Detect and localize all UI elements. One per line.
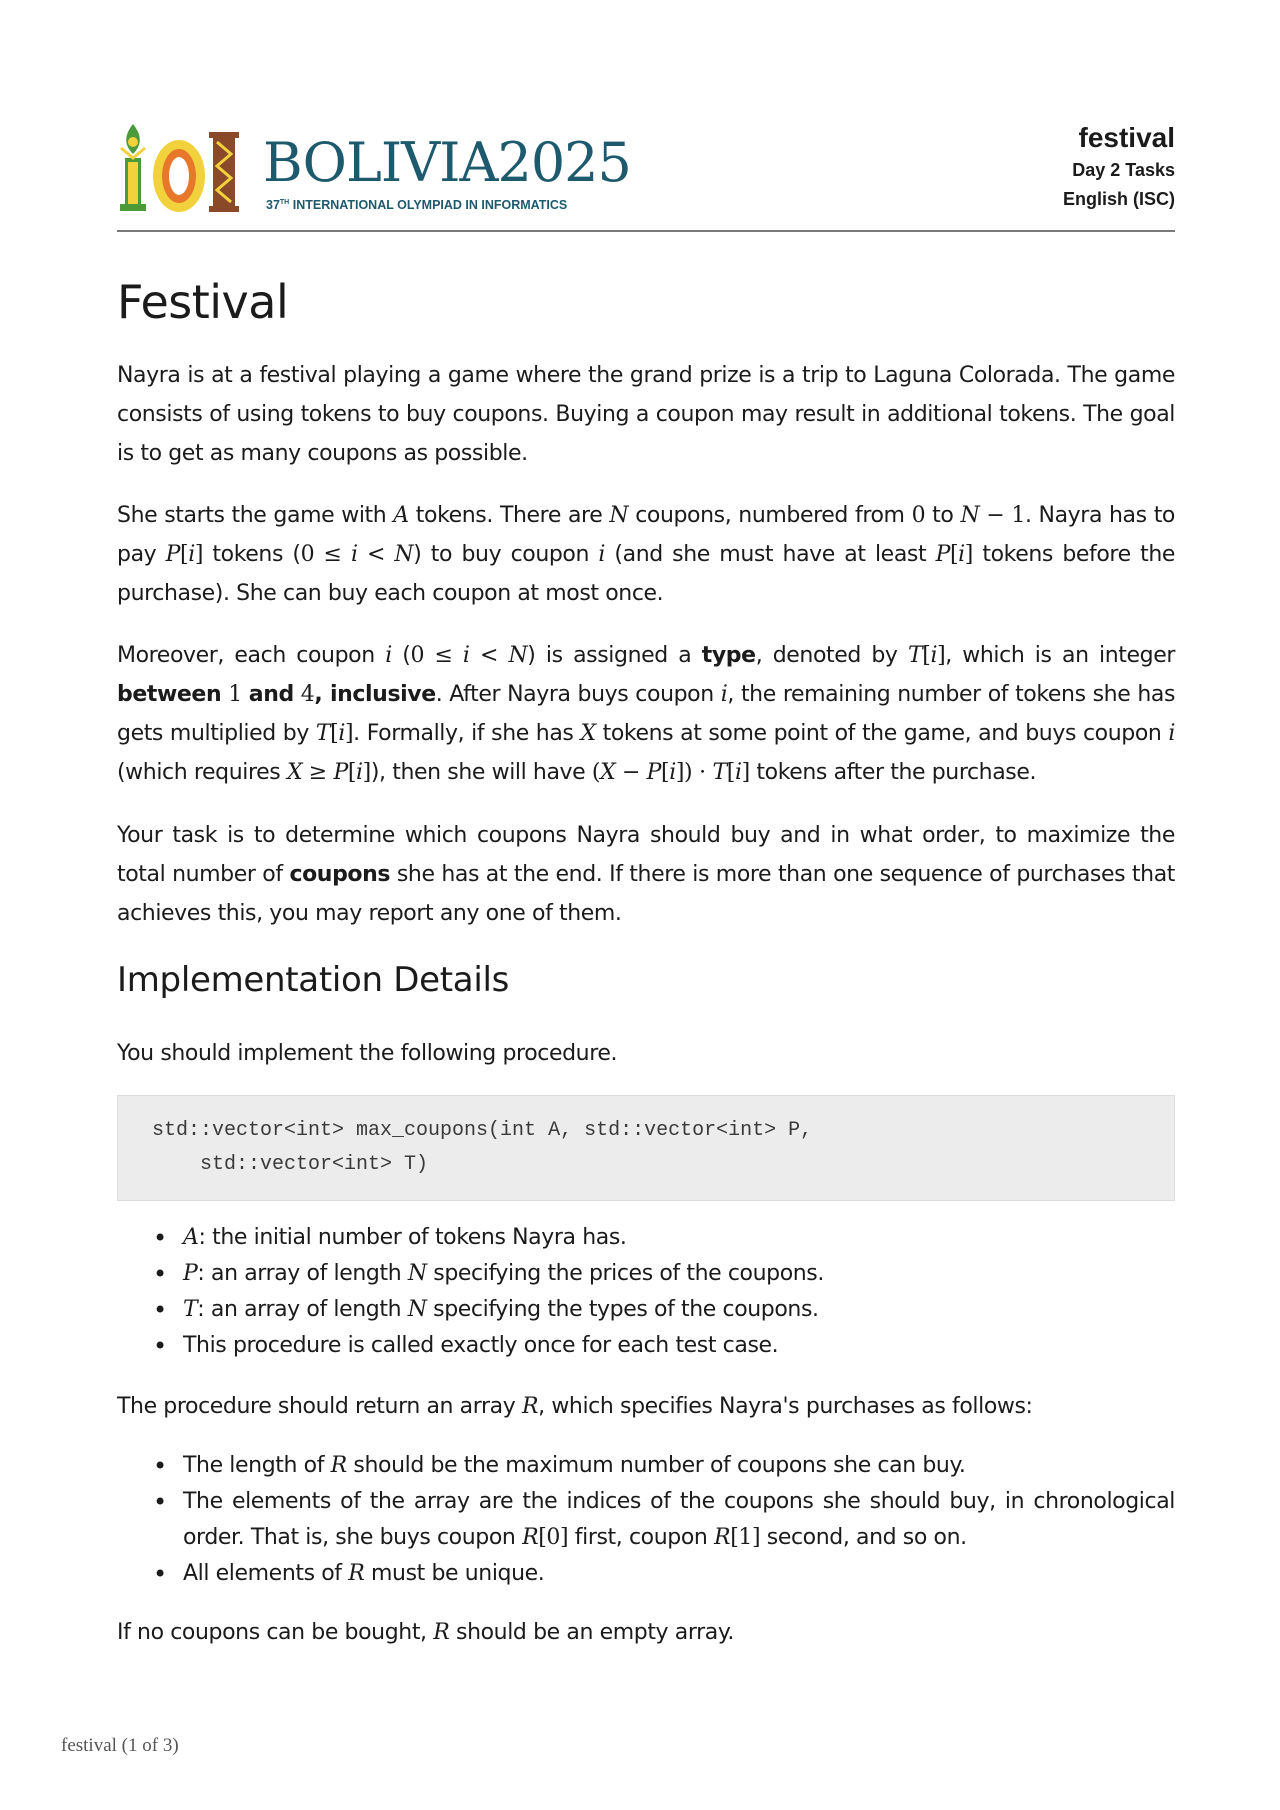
language-label: English (ISC) [1063, 189, 1175, 209]
parameter-list [117, 1220, 1175, 1364]
ioi-bolivia-logo [117, 118, 637, 218]
rules-paragraph-2: Moreover, each coupon i (0 ≤ i < N) is assigned a type, denoted by T[i], which is an integer between 1 and 4, inclusive. After Nayra buys coupon i, the remaining number of tokens she has gets multiplied by T[i]. Formally, if she has X tokens at some point of the game, and buys coupon i (which requires X ≥ P[i]), then she will have (X − P[i]) ⋅ T[i] tokens after the purchase. [117, 643, 1176, 785]
empty-result-note: If no coupons can be bought, R should be an empty array. [117, 1620, 734, 1645]
param-a-text: : the initial number of tokens Nayra has. [198, 1225, 627, 1250]
day-label: Day 2 Tasks [1072, 160, 1175, 180]
list-item: • P: an array of length N specifying the prices of the coupons. [117, 1256, 1175, 1292]
list-item [117, 1328, 1175, 1364]
logo-subtitle-number: 37 [266, 198, 280, 212]
ioi-emblem-icon [117, 118, 257, 218]
implementation-intro: You should implement the following procedure. [117, 1041, 618, 1066]
return-list [117, 1448, 1175, 1592]
task-name: festival [1078, 122, 1175, 153]
list-item: • The elements of the array are the indices of the coupons she should buy, in chronological order. That is, she buys coupon R[0] first, coupon R[1] second, and so on. [117, 1484, 1175, 1556]
task-paragraph: Your task is to determine which coupons Nayra should buy and in what order, to maximize the total number of coupons she has at the end. If there is more than one sequence of purchases that achieves this, you may report any one of them. [117, 823, 1176, 926]
logo-wordmark: BOLIVIA2025 [263, 131, 631, 194]
page-footer: festival (1 of 3) [61, 1735, 179, 1756]
task-info [1063, 120, 1175, 214]
code-line: std::vector<int> max_coupons(int A, std::vector<int> P, [152, 1119, 813, 1142]
section-heading-implementation: Implementation Details [117, 960, 510, 1000]
page-title: Festival [117, 275, 289, 329]
list-item: • The length of R should be the maximum number of coupons she can buy. [117, 1448, 1175, 1484]
list-item: • All elements of R must be unique. [117, 1556, 1175, 1592]
list-item: • T: an array of length N specifying the types of the coupons. [117, 1292, 1175, 1328]
param-call-note: This procedure is called exactly once for each test case. [183, 1333, 779, 1358]
logo-subtitle [266, 198, 567, 212]
code-line: std::vector<int> T) [152, 1153, 429, 1176]
logo-subtitle-text: INTERNATIONAL OLYMPIAD IN INFORMATICS [289, 198, 568, 212]
return-intro: The procedure should return an array R, which specifies Nayra's purchases as follows: [117, 1394, 1033, 1419]
list-item: • A: the initial number of tokens Nayra has. [117, 1220, 1175, 1256]
intro-paragraph: Nayra is at a festival playing a game where the grand prize is a trip to Laguna Colorada. The game consists of using tokens to buy coupons. Buying a coupon may result in additional tokens. The goal is to get as many coupons as possible. [117, 363, 1175, 466]
procedure-signature-code [117, 1095, 1175, 1201]
rules-paragraph-1: She starts the game with A tokens. There are N coupons, numbered from 0 to N − 1. Nayra has to pay P[i] tokens (0 ≤ i < N) to buy coupon i (and she must have at least P[i] tokens before the purchase). She can buy each coupon at most once. [117, 503, 1175, 606]
param-t-text: : an array of length [197, 1297, 408, 1322]
param-p-text: : an array of length [197, 1261, 408, 1286]
page-header [117, 110, 1175, 232]
empty-result-text: If no coupons can be bought, [117, 1620, 434, 1645]
header-divider [117, 230, 1175, 232]
logo-subtitle-sup: TH [279, 198, 290, 206]
